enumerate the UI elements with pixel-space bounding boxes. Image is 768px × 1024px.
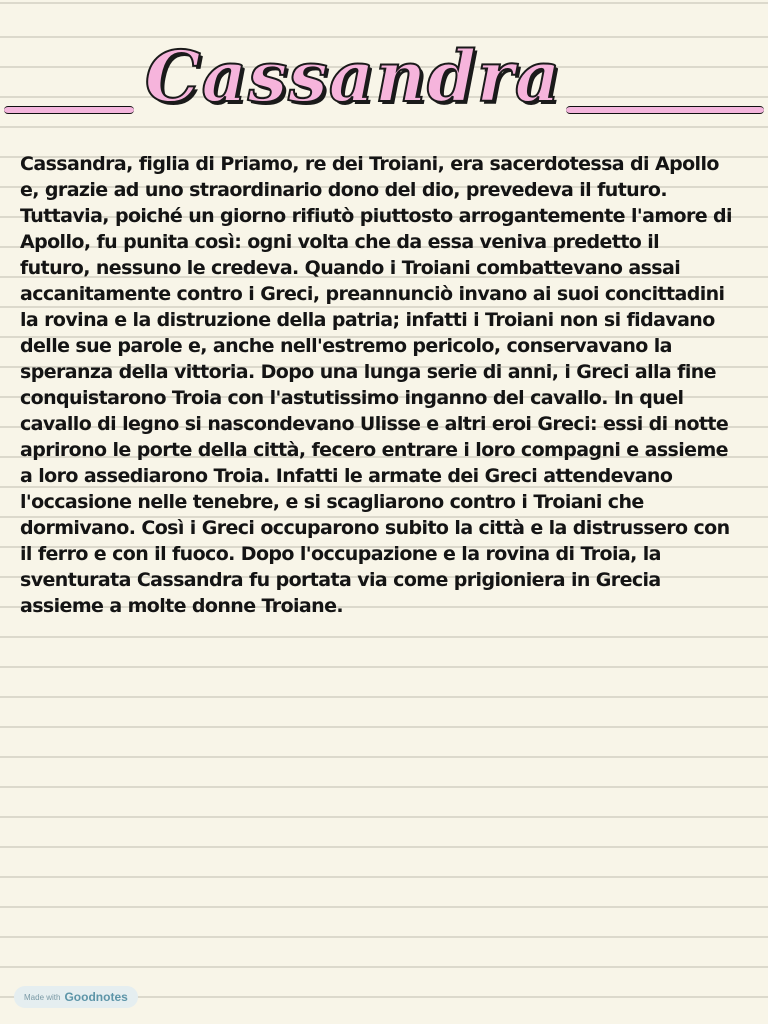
page-title: Cassandra [144,35,562,118]
watermark-prefix: Made with [24,992,61,1002]
title-divider-left [4,106,134,114]
watermark-brand: Goodnotes [64,990,128,1004]
body-paragraph: Cassandra, figlia di Priamo, re dei Troiani, era sacerdotessa di Apollo e, grazie ad uno straordinario dono del dio, prevedeva il futuro. Tuttavia, poiché un giorno rifiutò piuttosto arrogantemente l'amore di Apollo, fu punita così: ogni volta che da essa veniva predetto il futuro, nessuno le credeva. Quando i Troiani combattevano assai accanitamente contro i Greci, preannunciò invano ai suoi concittadini la rovina e la distruzione della patria; infatti i Troiani non si fidavano delle sue parole e, anche nell'estremo pericolo, conservavano la speranza della vittoria. Dopo una lunga serie di anni, i Greci alla fine conquistarono Troia con l'astutissimo inganno del cavallo. In quel cavallo di legno si nascondevano Ulisse e altri eroi Greci: essi di notte aprirono le porte della città, fecero entrare i loro compagni e assieme a loro assediarono Troia. Infatti le armate dei Greci attendevano l'occasione nelle tenebre, e si scagliarono contro i Troiani che dormivano. Così i Greci occuparono subito la città e la distrussero con il ferro e con il fuoco. Dopo l'occupazione e la rovina di Troia, la sventurata Cassandra fu portata via come prigioniera in Grecia assieme a molte donne Troiane. [20,153,732,617]
goodnotes-watermark [14,986,138,1008]
title-divider-right [566,106,764,114]
title-header [0,28,768,128]
